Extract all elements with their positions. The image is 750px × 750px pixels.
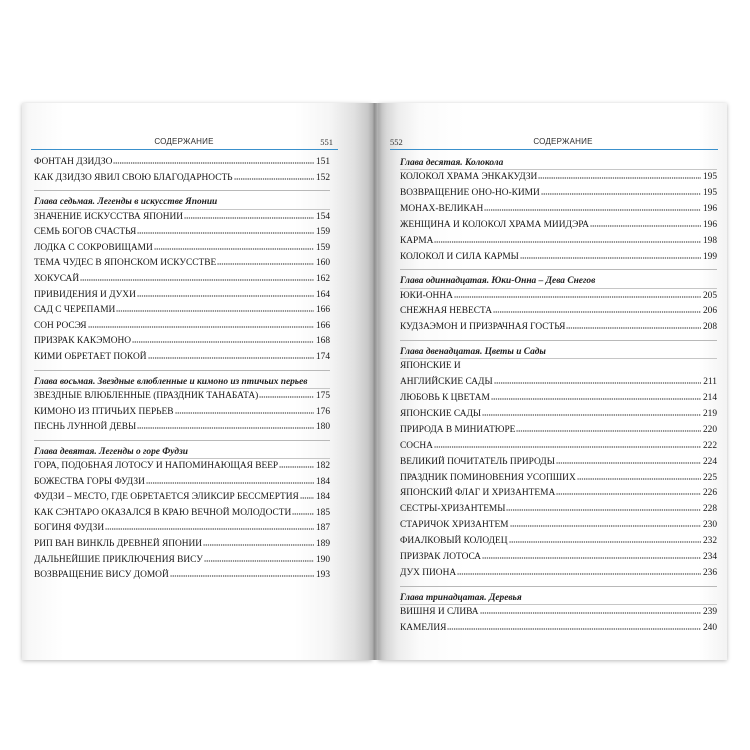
toc-entry <box>400 605 717 621</box>
dot-leader <box>577 478 701 480</box>
entry-page-number: 152 <box>315 172 330 183</box>
entry-page-number: 164 <box>315 289 330 300</box>
toc-entry <box>34 171 330 187</box>
toc-entry <box>34 155 330 171</box>
entry-title: КОЛОКОЛ ХРАМА ЭНКАКУДЗИ <box>400 172 538 183</box>
dot-leader <box>234 178 314 180</box>
entry-page-number: 222 <box>702 440 717 451</box>
toc-entry <box>34 506 330 522</box>
entry-page-number: 211 <box>703 377 717 388</box>
dot-leader <box>454 296 701 298</box>
chapter-heading: Глава десятая. Колокола <box>400 156 717 170</box>
toc-entry <box>400 621 717 637</box>
entry-title: СЕСТРЫ-ХРИЗАНТЕМЫ <box>400 504 506 515</box>
entry-page-number: 220 <box>702 424 717 435</box>
toc-entry <box>34 241 330 257</box>
dot-leader <box>204 560 314 562</box>
right-page <box>378 103 727 660</box>
dot-leader <box>132 341 314 343</box>
dot-leader <box>516 430 701 432</box>
toc-entry <box>34 490 330 506</box>
dot-leader <box>203 544 314 546</box>
entry-title: КУДЗАЭМОН И ПРИЗРАЧНАЯ ГОСТЬЯ <box>400 322 566 333</box>
dot-leader <box>494 382 701 384</box>
entry-page-number: 226 <box>702 488 717 499</box>
dot-leader <box>506 509 701 511</box>
dot-leader <box>491 398 701 400</box>
entry-title: ДАЛЬНЕЙШИЕ ПРИКЛЮЧЕНИЯ ВИСУ <box>34 554 203 565</box>
entry-page-number: 206 <box>702 306 717 317</box>
toc-entry <box>400 320 717 336</box>
chapter-heading: Глава восьмая. Звездные влюбленные и кимоно из птичьих перьев <box>34 375 330 389</box>
entry-title: СОН РОСЭЯ <box>34 320 87 331</box>
chapter-heading: Глава седьмая. Легенды в искусстве Японии <box>34 195 330 209</box>
toc-entry <box>34 475 330 491</box>
entry-page-number: 236 <box>702 567 717 578</box>
entry-title: ПЕСНЬ ЛУННОЙ ДЕВЫ <box>34 422 137 433</box>
dot-leader <box>566 327 701 329</box>
toc-entry <box>400 502 717 518</box>
entry-title: ЯПОНСКИЕ И <box>400 361 461 372</box>
entry-title: ЗВЕЗДНЫЕ ВЛЮБЛЕННЫЕ (ПРАЗДНИК ТАНАБАТА) <box>34 390 259 401</box>
dot-leader <box>480 612 701 614</box>
toc-entry <box>400 234 717 250</box>
entry-title: ВЕЛИКИЙ ПОЧИТАТЕЛЬ ПРИРОДЫ <box>400 456 555 467</box>
entry-title: КАМЕЛИЯ <box>400 622 447 633</box>
toc-section <box>34 445 330 584</box>
toc-entry <box>34 553 330 569</box>
entry-page-number: 228 <box>702 504 717 515</box>
toc-section <box>400 345 717 582</box>
entry-page-number: 232 <box>702 536 717 547</box>
entry-title: ЖЕНЩИНА И КОЛОКОЛ ХРАМА МИИДЭРА <box>400 219 590 230</box>
toc-entry <box>400 486 717 502</box>
entry-page-number: 190 <box>315 554 330 565</box>
dot-leader <box>259 396 314 398</box>
header-page-number: 551 <box>320 137 333 147</box>
entry-title: ЛОДКА С СОКРОВИЩАМИ <box>34 242 153 253</box>
dot-leader <box>116 310 314 312</box>
chapter-heading: Глава одиннадцатая. Юки-Онна – Дева Снегов <box>400 274 717 288</box>
entry-page-number: 154 <box>315 211 330 222</box>
entry-title: СОСНА <box>400 440 433 451</box>
entry-title: ЛЮБОВЬ К ЦВЕТАМ <box>400 393 490 404</box>
toc-entry <box>34 288 330 304</box>
toc-entry <box>400 471 717 487</box>
entry-page-number: 160 <box>315 258 330 269</box>
entry-title: ЯПОНСКИЙ ФЛАГ И ХРИЗАНТЕМА <box>400 488 556 499</box>
dot-leader <box>154 248 314 250</box>
entry-title: ФИАЛКОВЫЙ КОЛОДЕЦ <box>400 536 508 547</box>
dot-leader <box>484 209 701 211</box>
entry-title: КОЛОКОЛ И СИЛА КАРМЫ <box>400 251 519 262</box>
dot-leader <box>292 513 314 515</box>
dot-leader <box>80 279 314 281</box>
entry-page-number: 185 <box>315 507 330 518</box>
toc-entry <box>34 568 330 584</box>
dot-leader <box>217 263 314 265</box>
dot-leader <box>590 225 701 227</box>
entry-title: ФОНТАН ДЗИДЗО <box>34 157 113 167</box>
dot-leader <box>493 311 701 313</box>
entry-title: СЕМЬ БОГОВ СЧАСТЬЯ <box>34 227 137 238</box>
entry-title: СТАРИЧОК ХРИЗАНТЕМ <box>400 520 509 531</box>
entry-title: ПРИЗРАК КАКЭМОНО <box>34 336 132 347</box>
entry-page-number: 189 <box>315 539 330 550</box>
entry-page-number: 180 <box>315 422 330 433</box>
entry-title: СНЕЖНАЯ НЕВЕСТА <box>400 306 493 317</box>
toc-entry <box>400 202 717 218</box>
toc-section <box>400 156 717 265</box>
entry-title: САД С ЧЕРЕПАМИ <box>34 305 116 316</box>
toc-entry <box>400 186 717 202</box>
entry-page-number: 225 <box>702 472 717 483</box>
toc-section <box>400 274 717 336</box>
dot-leader <box>556 462 701 464</box>
toc-entry <box>400 550 717 566</box>
dot-leader <box>148 357 314 359</box>
entry-page-number: 182 <box>315 461 330 472</box>
toc-entry <box>400 170 717 186</box>
toc-entry <box>34 303 330 319</box>
entry-title: ВОЗВРАЩЕНИЕ ОНО-НО-КИМИ <box>400 187 540 198</box>
toc-section <box>400 591 717 637</box>
entry-page-number: 184 <box>315 492 330 503</box>
dot-leader <box>482 414 701 416</box>
entry-title: ТЕМА ЧУДЕС В ЯПОНСКОМ ИСКУССТВЕ <box>34 258 217 269</box>
entry-page-number: 214 <box>702 393 717 404</box>
dot-leader <box>137 232 314 234</box>
entry-page-number: 208 <box>702 322 717 333</box>
toc-entry <box>34 521 330 537</box>
entry-title: КАК СЭНТАРО ОКАЗАЛСЯ В КРАЮ ВЕЧНОЙ МОЛОДОСТИ <box>34 507 292 518</box>
dot-leader <box>541 193 701 195</box>
entry-page-number: 234 <box>702 551 717 562</box>
entry-title: ПРАЗДНИК ПОМИНОВЕНИЯ УСОПШИХ <box>400 472 576 483</box>
dot-leader <box>184 217 314 219</box>
entry-page-number: 184 <box>315 476 330 487</box>
toc-list <box>400 156 717 637</box>
book-gutter-shadow <box>368 103 382 660</box>
toc-entry <box>400 375 717 391</box>
entry-title: МОНАХ-ВЕЛИКАН <box>400 203 484 214</box>
entry-title: ЮКИ-ОННА <box>400 290 453 301</box>
running-head-title: СОДЕРЖАНИЕ <box>154 137 214 146</box>
toc-entry <box>34 256 330 272</box>
dot-leader <box>510 525 701 527</box>
entry-title: ПРИРОДА В МИНИАТЮРЕ <box>400 424 516 435</box>
toc-section <box>34 195 330 365</box>
entry-page-number: 199 <box>702 251 717 262</box>
dot-leader <box>137 295 314 297</box>
running-head <box>31 135 338 150</box>
entry-page-number: 195 <box>702 172 717 183</box>
dot-leader <box>137 427 314 429</box>
dot-leader <box>434 241 701 243</box>
entry-title: БОЖЕСТВА ГОРЫ ФУДЗИ <box>34 476 145 487</box>
entry-page-number: 174 <box>315 351 330 362</box>
toc-entry <box>34 459 330 475</box>
entry-title: КАК ДЗИДЗО ЯВИЛ СВОЮ БЛАГОДАРНОСТЬ <box>34 172 233 183</box>
dot-leader <box>457 573 701 575</box>
toc-entry <box>400 304 717 320</box>
entry-title: ВОЗВРАЩЕНИЕ ВИСУ ДОМОЙ <box>34 570 169 581</box>
entry-page-number: 195 <box>702 187 717 198</box>
dot-leader <box>175 412 314 414</box>
entry-title: ЗНАЧЕНИЕ ИСКУССТВА ЯПОНИИ <box>34 211 184 222</box>
toc-section <box>34 155 330 186</box>
toc-entry <box>400 250 717 266</box>
dot-leader <box>509 541 701 543</box>
dot-leader <box>538 177 701 179</box>
toc-entry <box>34 420 330 436</box>
toc-entry <box>400 407 717 423</box>
entry-page-number: 159 <box>315 227 330 238</box>
entry-title: АНГЛИЙСКИЕ САДЫ <box>400 377 493 388</box>
chapter-heading: Глава двенадцатая. Цветы и Сады <box>400 345 717 359</box>
entry-page-number: 168 <box>315 336 330 347</box>
entry-title: ХОКУСАЙ <box>34 273 80 284</box>
entry-page-number: 196 <box>702 203 717 214</box>
entry-page-number: 176 <box>315 406 330 417</box>
dot-leader <box>88 326 314 328</box>
dot-leader <box>520 257 701 259</box>
toc-entry <box>400 455 717 471</box>
entry-page-number: 187 <box>315 523 330 534</box>
entry-title: КИМИ ОБРЕТАЕТ ПОКОЙ <box>34 351 147 362</box>
toc-entry <box>400 423 717 439</box>
entry-page-number: 151 <box>315 157 330 167</box>
entry-title: ПРИЗРАК ЛОТОСА <box>400 551 482 562</box>
toc-entry <box>34 210 330 226</box>
dot-leader <box>113 162 314 164</box>
dot-leader <box>279 466 314 468</box>
toc-entry <box>34 272 330 288</box>
running-head <box>390 135 718 150</box>
entry-page-number: 219 <box>702 408 717 419</box>
entry-title: ЯПОНСКИЕ САДЫ <box>400 408 482 419</box>
entry-page-number: 224 <box>702 456 717 467</box>
running-head-title: СОДЕРЖАНИЕ <box>533 137 593 146</box>
dot-leader <box>556 493 701 495</box>
toc-entry <box>34 334 330 350</box>
toc-entry <box>34 319 330 335</box>
dot-leader <box>170 575 314 577</box>
entry-page-number: 166 <box>315 320 330 331</box>
entry-title: РИП ВАН ВИНКЛЬ ДРЕВНЕЙ ЯПОНИИ <box>34 539 203 550</box>
dot-leader <box>105 528 314 530</box>
dot-leader <box>300 497 314 499</box>
entry-page-number: 198 <box>702 235 717 246</box>
toc-entry <box>400 289 717 305</box>
entry-page-number: 205 <box>702 290 717 301</box>
entry-page-number: 196 <box>702 219 717 230</box>
entry-title: ФУДЗИ – МЕСТО, ГДЕ ОБРЕТАЕТСЯ ЭЛИКСИР БЕССМЕРТИЯ <box>34 492 299 503</box>
entry-title: КИМОНО ИЗ ПТИЧЬИХ ПЕРЬЕВ <box>34 406 174 417</box>
dot-leader <box>434 446 701 448</box>
toc-list <box>34 155 330 584</box>
toc-entry <box>400 518 717 534</box>
header-page-number: 552 <box>390 137 403 147</box>
toc-entry <box>400 218 717 234</box>
chapter-heading: Глава тринадцатая. Деревья <box>400 591 717 605</box>
entry-page-number: 159 <box>315 242 330 253</box>
entry-title: ГОРА, ПОДОБНАЯ ЛОТОСУ И НАПОМИНАЮЩАЯ ВЕЕР <box>34 461 279 472</box>
entry-page-number: 239 <box>702 606 717 617</box>
entry-page-number: 230 <box>702 520 717 531</box>
entry-page-number: 162 <box>315 273 330 284</box>
toc-entry <box>34 225 330 241</box>
toc-entry <box>400 359 717 375</box>
entry-title: ДУХ ПИОНА <box>400 567 457 578</box>
entry-page-number: 175 <box>315 390 330 401</box>
dot-leader <box>482 557 701 559</box>
toc-entry <box>34 537 330 553</box>
toc-entry <box>34 350 330 366</box>
chapter-heading: Глава девятая. Легенды о горе Фудзи <box>34 445 330 459</box>
entry-title: КАРМА <box>400 235 434 246</box>
dot-leader <box>146 482 314 484</box>
toc-entry <box>400 566 717 582</box>
toc-entry <box>400 534 717 550</box>
entry-title: ВИШНЯ И СЛИВА <box>400 606 479 617</box>
toc-section <box>34 375 330 436</box>
entry-title: ПРИВИДЕНИЯ И ДУХИ <box>34 289 136 300</box>
entry-page-number: 193 <box>315 570 330 581</box>
toc-entry <box>34 389 330 405</box>
entry-title: БОГИНЯ ФУДЗИ <box>34 523 105 534</box>
toc-entry <box>34 405 330 421</box>
left-page <box>22 103 372 660</box>
dot-leader <box>447 628 701 630</box>
entry-page-number: 240 <box>702 622 717 633</box>
toc-entry <box>400 391 717 407</box>
toc-entry <box>400 439 717 455</box>
entry-page-number: 166 <box>315 305 330 316</box>
